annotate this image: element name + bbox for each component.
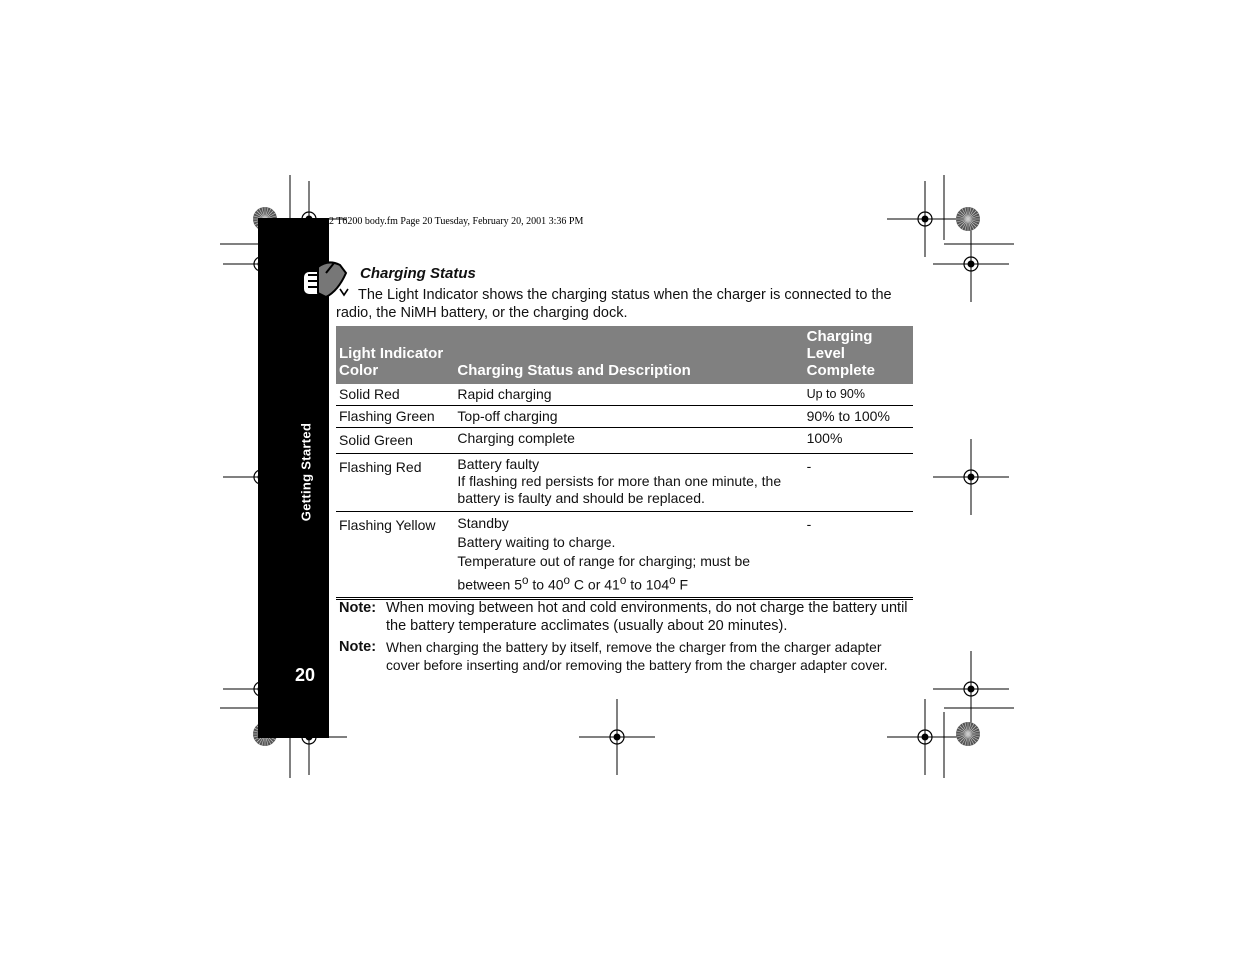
cell-level: -: [804, 512, 913, 599]
temp-part: to 40: [528, 576, 564, 593]
header-level-line2: Level: [806, 345, 845, 362]
temperature-range: [457, 571, 800, 595]
temp-part: between 5: [457, 576, 523, 593]
notes-section: [339, 600, 914, 678]
table-row: [336, 512, 913, 599]
page-number: 20: [295, 665, 316, 685]
note-text: When charging the battery by itself, remove the charger from the charger adapter cover before inserting and/or removing the battery from the charger adapter cover.: [386, 640, 888, 673]
header-level-line1: Charging: [806, 328, 873, 345]
degree-mark: o: [563, 574, 571, 587]
registration-target: [933, 439, 1009, 515]
degree-mark: o: [619, 574, 627, 587]
cell-status: Rapid charging: [454, 384, 803, 406]
cell-color: Flashing Yellow: [336, 512, 454, 599]
cell-level: Up to 90%: [804, 384, 913, 406]
cell-color: Solid Green: [336, 428, 454, 454]
cell-status: [454, 512, 803, 599]
cell-color: Solid Red: [336, 384, 454, 406]
intro-text: The Light Indicator shows the charging status when the charger is connected to the radio, the NiMH battery, or the charging dock.: [336, 287, 892, 321]
header-level-line3: Complete: [806, 362, 875, 379]
registration-target: [887, 181, 963, 257]
temp-part: C or 41: [570, 576, 620, 593]
note-label: Note:: [339, 600, 377, 616]
section-side-label: Getting Started: [298, 422, 314, 522]
file-header-line: 2 T6200 body.fm Page 20 Tuesday, February 20, 2001 3:36 PM: [329, 216, 584, 227]
header-light-indicator-color: [336, 326, 454, 384]
intro-paragraph: [336, 286, 911, 322]
header-charging-level: [804, 326, 913, 384]
note-label: Note:: [339, 639, 377, 655]
table-row: [336, 454, 913, 512]
cell-color: Flashing Red: [336, 454, 454, 512]
cell-level: 90% to 100%: [804, 406, 913, 428]
charging-status-table: [336, 326, 913, 600]
status-main: Standby: [457, 515, 509, 531]
table-row: [336, 384, 913, 406]
status-detail-2: Temperature out of range for charging; must be: [457, 553, 751, 569]
status-main: Battery faulty: [457, 456, 540, 472]
header-color-line1: Light Indicator: [339, 345, 444, 362]
status-detail: If flashing red persists for more than one minute, the battery is faulty and should be replaced.: [457, 473, 782, 506]
note: [339, 600, 914, 635]
section-title: Charging Status: [360, 265, 476, 282]
note: [339, 639, 914, 674]
status-detail: Battery waiting to charge.: [457, 534, 616, 550]
cell-status: [454, 454, 803, 512]
degree-mark: o: [669, 574, 676, 587]
cell-status: Charging complete: [454, 428, 803, 454]
table-row: [336, 406, 913, 428]
header-color-line2: Color: [339, 362, 379, 379]
temp-part: to 104: [626, 576, 670, 593]
table-row: [336, 428, 913, 454]
header-charging-status: Charging Status and Description: [454, 326, 803, 384]
cell-level: -: [804, 454, 913, 512]
temp-part: F: [675, 576, 689, 593]
cell-status: Top-off charging: [454, 406, 803, 428]
cell-color: Flashing Green: [336, 406, 454, 428]
registration-target: [579, 699, 655, 775]
note-text: When moving between hot and cold environments, do not charge the battery until the battery temperature acclimates (usually about 20 minutes).: [386, 600, 908, 634]
registration-target: [887, 699, 963, 775]
degree-mark: o: [522, 574, 529, 587]
table-header-row: [336, 326, 913, 384]
starburst-mark: [956, 722, 980, 746]
starburst-mark: [956, 207, 980, 231]
cell-level: 100%: [804, 428, 913, 454]
